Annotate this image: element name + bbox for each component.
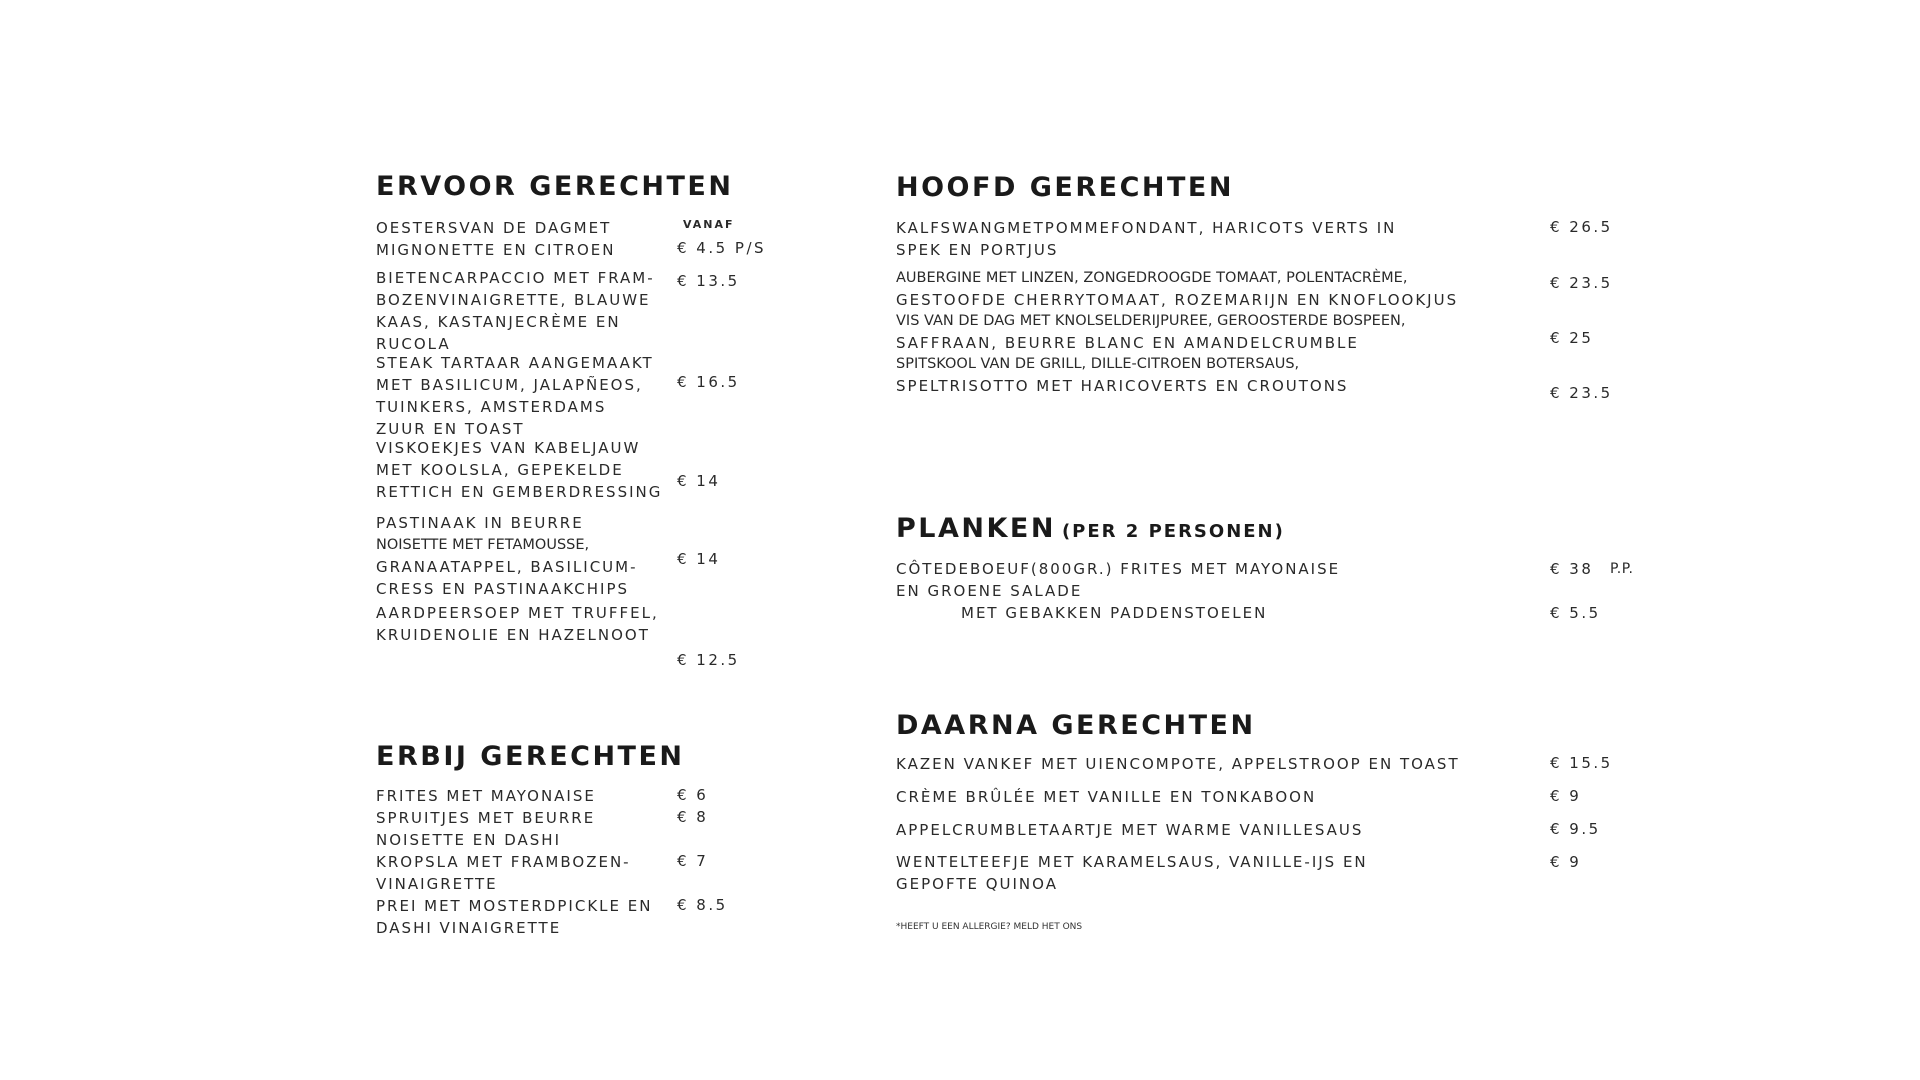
menu-item-name: STEAK TARTAAR AANGEMAAKT MET BASILICUM, JALAPÑEOS, TUINKERS, AMSTERDAMS ZUUR EN TOAST xyxy=(376,354,654,438)
menu-item-price: € 6 xyxy=(677,786,709,804)
menu-item-price: € 25 xyxy=(1550,329,1594,347)
menu-item-name: KALFSWANGMETPOMMEFONDANT, HARICOTS VERTS IN SPEK EN PORTJUS xyxy=(896,219,1397,259)
menu-item-name: OESTERSVAN DE DAGMET MIGNONETTE EN CITROEN xyxy=(376,219,616,259)
section-title-planken xyxy=(896,513,1285,544)
menu-item-price: € 14 xyxy=(677,472,721,490)
menu-item-price: € 5.5 xyxy=(1550,604,1601,622)
menu-item-name: KROPSLA MET FRAMBOZEN- VINAIGRETTE xyxy=(376,853,631,893)
menu-item-name: SPITSKOOL VAN DE GRILL, DILLE-CITROEN BOTERSAUS, SPELTRISOTTO MET HARICOVERTS EN CROUTONS xyxy=(896,356,1349,395)
menu-item-price: € 38 xyxy=(1550,560,1594,578)
menu-item-name: VIS VAN DE DAG MET KNOLSELDERIJPUREE, GEROOSTERDE BOSPEEN, SAFFRAAN, BEURRE BLANC EN AMANDELCRUMBLE xyxy=(896,313,1406,352)
per-person-label: P.P. xyxy=(1610,561,1634,577)
menu-item-name: AUBERGINE MET LINZEN, ZONGEDROOGDE TOMAAT, POLENTACRÈME, GESTOOFDE CHERRYTOMAAT, ROZEMARIJN EN KNOFLOOKJUS xyxy=(896,270,1459,309)
section-title-voorgerechten: ERVOOR GERECHTEN xyxy=(376,171,734,202)
menu-item-name: VISKOEKJES VAN KABELJAUW MET KOOLSLA, GEPEKELDE RETTICH EN GEMBERDRESSING xyxy=(376,439,663,501)
section-title-nagerechten: DAARNA GERECHTEN xyxy=(896,710,1256,741)
planken-title: PLANKEN xyxy=(896,513,1056,544)
menu-item-name: CRÈME BRÛLÉE MET VANILLE EN TONKABOON xyxy=(896,788,1317,806)
menu-item-name: PREI MET MOSTERDPICKLE EN DASHI VINAIGRETTE xyxy=(376,897,653,937)
menu-item-name: MET GEBAKKEN PADDENSTOELEN xyxy=(961,604,1268,622)
menu-item-price: € 23.5 xyxy=(1550,384,1613,402)
menu-item-name: KAZEN VANKEF MET UIENCOMPOTE, APPELSTROOP EN TOAST xyxy=(896,755,1460,773)
section-title-bijgerechten: ERBIJ GERECHTEN xyxy=(376,741,685,772)
menu-item-name: AARDPEERSOEP MET TRUFFEL, KRUIDENOLIE EN HAZELNOOT xyxy=(376,604,659,644)
allergy-note: *HEEFT U EEN ALLERGIE? MELD HET ONS xyxy=(896,922,1083,932)
menu-item-price: € 9 xyxy=(1550,853,1582,871)
menu-item-price: € 8.5 xyxy=(677,896,728,914)
menu-item-price: € 9.5 xyxy=(1550,820,1601,838)
menu-item-price: € 12.5 xyxy=(677,651,740,669)
vanaf-label: VANAF xyxy=(683,218,735,231)
menu-item-name: WENTELTEEFJE MET KARAMELSAUS, VANILLE-IJS EN GEPOFTE QUINOA xyxy=(896,853,1368,893)
menu-item-price: € 13.5 xyxy=(677,272,740,290)
menu-item-name: APPELCRUMBLETAARTJE MET WARME VANILLESAUS xyxy=(896,821,1364,839)
menu-item-price: € 23.5 xyxy=(1550,274,1613,292)
menu-item-price: € 14 xyxy=(677,550,721,568)
menu-item-name: FRITES MET MAYONAISE xyxy=(376,787,596,805)
menu-item-name: PASTINAAK IN BEURRE NOISETTE MET FETAMOUSSE, GRANAATAPPEL, BASILICUM- CRESS EN PASTINAAKCHIPS xyxy=(376,514,638,598)
menu-item-name: CÔTEDEBOEUF(800GR.) FRITES MET MAYONAISE EN GROENE SALADE xyxy=(896,560,1341,600)
menu-item-price: € 8 xyxy=(677,808,709,826)
menu-item-price: € 9 xyxy=(1550,787,1582,805)
menu-item-name: SPRUITJES MET BEURRE NOISETTE EN DASHI xyxy=(376,809,596,849)
menu-item-price: € 15.5 xyxy=(1550,754,1613,772)
menu-item-price: € 16.5 xyxy=(677,373,740,391)
menu-item-name: BIETENCARPACCIO MET FRAM- BOZENVINAIGRETTE, BLAUWE KAAS, KASTANJECRÈME EN RUCOLA xyxy=(376,269,655,353)
section-title-hoofdgerechten: HOOFD GERECHTEN xyxy=(896,172,1234,203)
planken-subtitle: (PER 2 PERSONEN) xyxy=(1061,521,1285,542)
menu-item-price: € 4.5 P/S xyxy=(677,239,767,257)
menu-item-price: € 26.5 xyxy=(1550,218,1613,236)
menu-item-price: € 7 xyxy=(677,852,709,870)
